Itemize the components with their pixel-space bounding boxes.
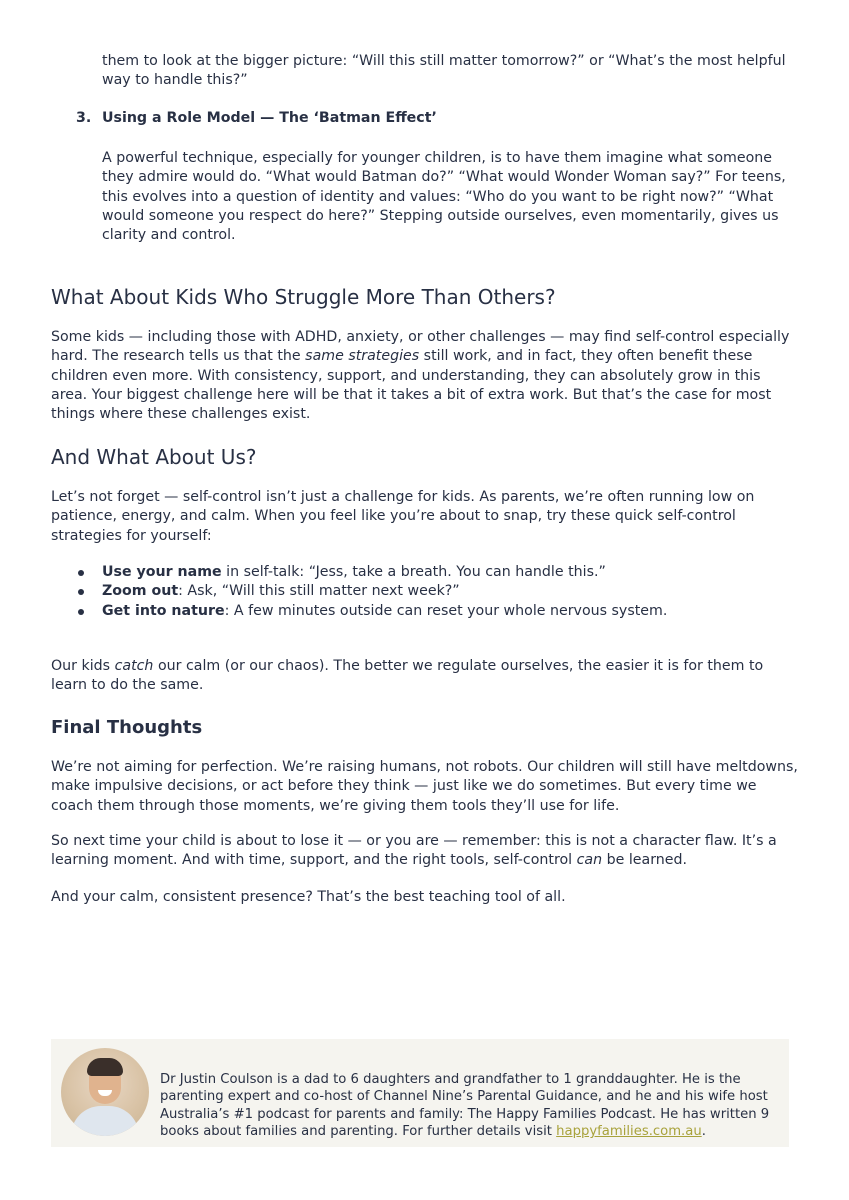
emphasis-catch: catch (114, 658, 154, 674)
heading-final-thoughts: Final Thoughts (51, 717, 203, 738)
struggle-paragraph: Some kids — including those with ADHD, anxiety, or other challenges — may find self-control especially hard. The research tells us that the same strategies still work, and in fact, they often benefit these children even more. With consistency, support, and understanding, they can absolutely grow in this area. Your biggest challenge here will be that it takes a bit of extra work. But that’s the case for most things where these challenges exist. (51, 329, 790, 423)
heading-struggle: What About Kids Who Struggle More Than Others? (51, 285, 556, 309)
final-paragraph-1: We’re not aiming for perfection. We’re raising humans, not robots. Our children will still have meltdowns, make impulsive decisions, or act before they think — just like we do sometimes. But every time we coach them through those moments, we’re giving them tools they’ll use for life. (51, 759, 798, 814)
about-us-closing: Our kids catch our calm (or our chaos). The better we regulate ourselves, the easier it is for them to learn to do the same. (51, 658, 764, 694)
list-item-3-body: A powerful technique, especially for younger children, is to have them imagine what someone they admire would do. “What would Batman do?” “What would Wonder Woman say?” For teens, this evolves into a question of identity and values: “Who do you want to be right now?” “What would someone you respect do here?” Stepping outside ourselves, even momentarily, gives us clarity and control. (102, 150, 786, 244)
list-item: Use your name in self-talk: “Jess, take a breath. You can handle this.” (51, 563, 801, 582)
list-item-3-title: Using a Role Model — The ‘Batman Effect’ (102, 110, 437, 126)
bullet-icon (78, 570, 84, 576)
author-bio-box (51, 1039, 789, 1147)
strategies-list (51, 563, 801, 621)
happyfamilies-link[interactable]: happyfamilies.com.au (556, 1124, 702, 1140)
about-us-intro: Let’s not forget — self-control isn’t just a challenge for kids. As parents, we’re often running low on patience, energy, and calm. When you feel like you’re about to snap, try these quick self-control strategies for yourself: (51, 489, 755, 544)
list-item: Zoom out: Ask, “Will this still matter next week?” (51, 582, 801, 601)
emphasis-same-strategies: same strategies (305, 348, 420, 365)
author-bio-text: Dr Justin Coulson is a dad to 6 daughters and grandfather to 1 granddaughter. He is the parenting expert and co-host of Channel Nine’s Parental Guidance, and he and his wife host Australia’s #1 podcast for parents and family: The Happy Families Podcast. He has written 9 books about families and parenting. For further details visit happyfamilies.com.au. (160, 1072, 770, 1140)
final-paragraph-3: And your calm, consistent presence? That’s the best teaching tool of all. (51, 889, 566, 905)
bullet-icon (78, 609, 84, 615)
emphasis-can: can (576, 852, 603, 869)
list-number-3: 3. (76, 110, 92, 126)
avatar (61, 1048, 149, 1136)
bullet-icon (78, 589, 84, 595)
intro-continuation: them to look at the bigger picture: “Will this still matter tomorrow?” or “What’s the most helpful way to handle this?” (102, 53, 786, 89)
heading-about-us: And What About Us? (51, 445, 257, 469)
final-paragraph-2: So next time your child is about to lose it — or you are — remember: this is not a character flaw. It’s a learning moment. And with time, support, and the right tools, self-control can be learned. (51, 833, 777, 869)
list-item: Get into nature: A few minutes outside can reset your whole nervous system. (51, 602, 801, 621)
